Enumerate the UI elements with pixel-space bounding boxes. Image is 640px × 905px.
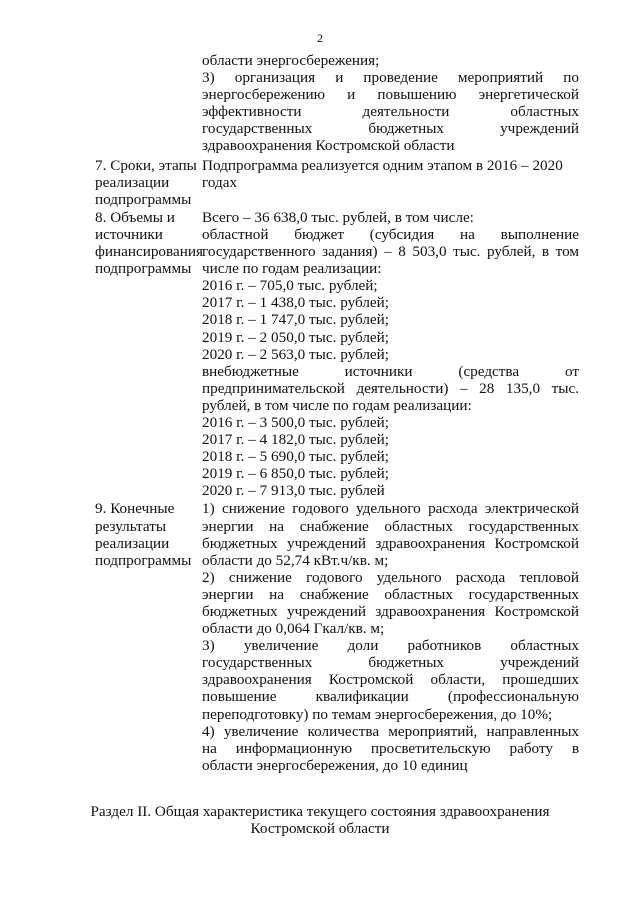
content-line: областной бюджет (субсидия на выполнение [202,225,579,243]
passport-row-label [95,157,202,208]
content-line: переподготовку) по темам энергосбережения, до 10%; [202,705,553,723]
passport-row-content [202,52,579,155]
subprogram-passport-table [95,52,579,774]
content-line: 2020 г. – 7 913,0 тыс. рублей [202,482,385,500]
passport-row-goals-continued [95,52,579,155]
content-line: здравоохранения Костромской области, прошедших [202,671,579,689]
label-line: подпрограммы [95,190,192,208]
content-line: рублей, в том числе по годам реализации: [202,396,472,414]
label-line: результаты [95,517,167,535]
content-line: 3) организация и проведение мероприятий по [202,69,579,87]
content-line: 2016 г. – 705,0 тыс. рублей; [202,277,378,295]
passport-row-label [95,500,202,568]
content-line: здравоохранения Костромской области [202,137,455,155]
passport-row-content [202,500,579,774]
content-line: эффективности деятельности областных [202,103,579,121]
content-line: Всего – 36 638,0 тыс. рублей, в том числе: [202,208,474,226]
section-heading [0,803,640,837]
content-line: 2018 г. – 1 747,0 тыс. рублей; [202,311,390,329]
content-line: годах [202,173,238,191]
content-line: государственных бюджетных учреждений [202,654,579,672]
content-line: области до 52,74 кВт.ч/кв. м; [202,551,389,569]
content-line: энергии на снабжение областных государственных [202,517,579,535]
content-line: государственного задания) – 8 503,0 тыс. рублей, в том [202,243,579,261]
content-line: 3) увеличение доли работников областных [202,637,579,655]
passport-row-results [95,500,579,774]
content-line: предпринимательской деятельности) – 28 135,0 тыс. [202,379,579,397]
passport-row-content [202,209,579,500]
label-line: подпрограммы [95,551,192,569]
content-line: 2019 г. – 2 050,0 тыс. рублей; [202,328,390,346]
label-line: источники [95,225,163,243]
page-number: 2 [317,31,323,45]
content-line: числе по годам реализации: [202,260,382,278]
content-line: бюджетных учреждений здравоохранения Костромской [202,534,579,552]
content-line: 2) снижение годового удельного расхода тепловой [202,568,579,586]
content-line: на информационную просветительскую работу в [202,739,579,757]
passport-row-label [95,209,202,277]
content-line: 2019 г. – 6 850,0 тыс. рублей; [202,465,390,483]
content-line: 1) снижение годового удельного расхода электрической [202,500,579,518]
passport-row-content [202,157,579,191]
content-line: энергии на снабжение областных государственных [202,585,579,603]
content-line: 2017 г. – 4 182,0 тыс. рублей; [202,431,390,449]
label-line: финансирования [95,243,203,261]
content-line: Подпрограмма реализуется одним этапом в 2016 – 2020 [202,156,563,174]
content-line: 2020 г. – 2 563,0 тыс. рублей; [202,345,390,363]
section-heading-line: Костромской области [250,820,390,838]
content-line: области энергосбережения, до 10 единиц [202,756,468,774]
content-line: энергосбережению и повышению энергетической [202,86,579,104]
label-line: 8. Объемы и [95,208,175,226]
label-line: реализации [95,173,170,191]
section-heading-line: Раздел II. Общая характеристика текущего состояния здравоохранения [90,803,550,820]
content-line: 2018 г. – 5 690,0 тыс. рублей; [202,448,390,466]
content-line: внебюджетные источники (средства от [202,362,579,380]
content-line: государственных бюджетных учреждений [202,120,579,138]
content-line: области до 0,064 Гкал/кв. м; [202,620,385,638]
content-line: 4) увеличение количества мероприятий, направленных [202,722,579,740]
content-line: бюджетных учреждений здравоохранения Костромской [202,603,579,620]
label-line: реализации [95,534,170,552]
content-line: 2016 г. – 3 500,0 тыс. рублей; [202,413,390,431]
content-line: 2017 г. – 1 438,0 тыс. рублей; [202,294,390,312]
content-line: повышение квалификации (профессиональную [202,688,579,706]
label-line: подпрограммы [95,260,192,278]
content-line: области энергосбережения; [202,52,380,69]
passport-row-funding [95,209,579,500]
label-line: 7. Сроки, этапы [95,156,197,174]
label-line: 9. Конечные [95,500,175,518]
passport-row-terms [95,157,579,208]
